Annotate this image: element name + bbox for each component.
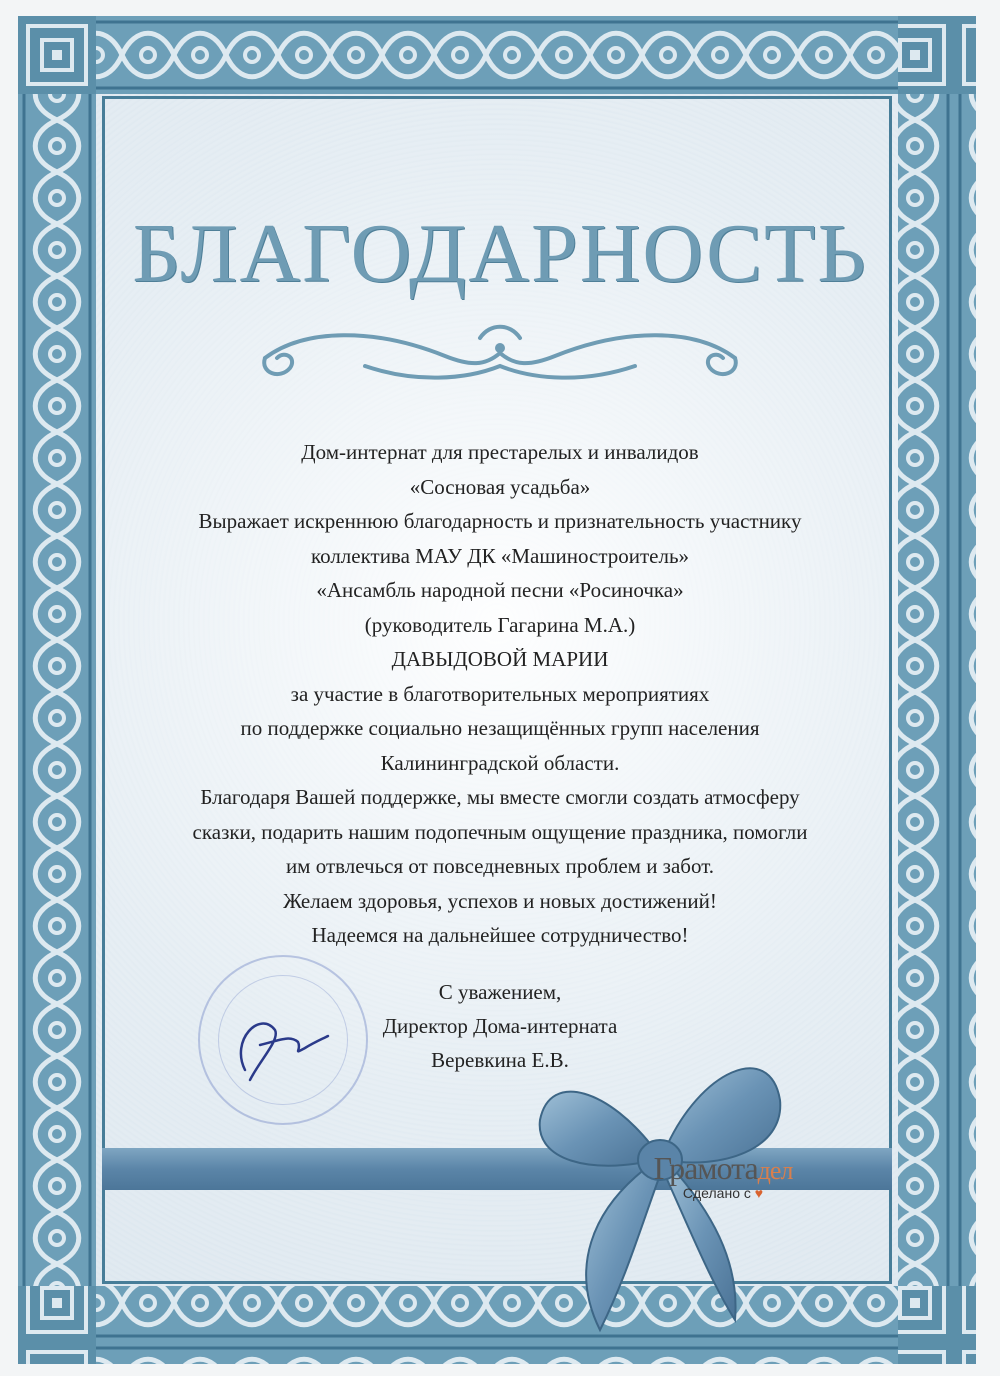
body-line: «Сосновая усадьба» xyxy=(409,474,591,499)
regards-text: С уважением, xyxy=(438,980,562,1004)
brand-name-main: Грамота xyxy=(653,1150,758,1186)
body-line: по поддержке социально незащищённых групп населения xyxy=(240,716,760,740)
body-line: за участие в благотворительных мероприятиях xyxy=(290,681,710,706)
signer-name: Веревкина Е.В. xyxy=(431,1048,569,1072)
heart-icon: ♥ xyxy=(754,1185,764,1201)
body-line: им отвлечься от повседневных проблем и забот. xyxy=(285,854,715,878)
body-line: Калининградской области. xyxy=(380,750,620,775)
body-line: (руководитель Гагарина М.А.) xyxy=(364,612,636,637)
body-line: коллектива МАУ ДК «Машиностроитель» xyxy=(310,543,690,568)
body-line: Дом-интернат для престарелых и инвалидов xyxy=(301,440,699,464)
brand-name-accent: дел xyxy=(757,1156,793,1185)
body-line: Благодаря Вашей поддержке, мы вместе смогли создать атмосферу xyxy=(200,785,800,809)
brand-tagline-text: Сделано с xyxy=(682,1185,751,1201)
body-line: «Ансамбль народной песни «Росиночка» xyxy=(316,578,684,602)
brand-name xyxy=(628,1150,818,1187)
body-line: Выражает искреннюю благодарность и признательность участнику xyxy=(198,509,802,533)
brand-tagline xyxy=(628,1185,818,1201)
body-line: Надеемся на дальнейшее сотрудничество! xyxy=(311,923,689,947)
body-line: Желаем здоровья, успехов и новых достижений! xyxy=(283,888,717,913)
certificate-title: БЛАГОДАРНОСТЬ xyxy=(132,207,868,300)
certificate-body xyxy=(120,435,880,953)
body-line: сказки, подарить нашим подопечным ощущение праздника, помогли xyxy=(192,819,808,844)
signer-position: Директор Дома-интерната xyxy=(382,1014,618,1038)
recipient-name: ДАВЫДОВОЙ МАРИИ xyxy=(391,647,609,671)
flourish-ornament xyxy=(245,318,755,388)
brand-logo xyxy=(628,1150,818,1201)
